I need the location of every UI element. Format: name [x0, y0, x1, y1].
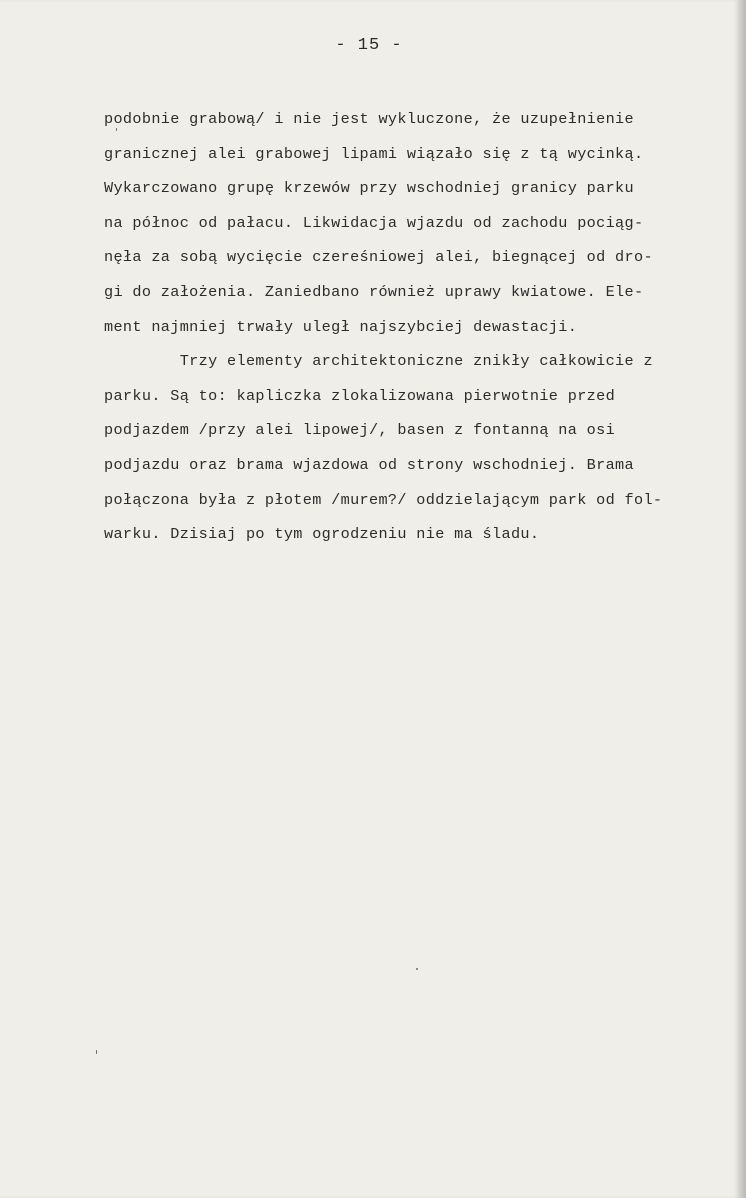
text-line: gi do założenia. Zaniedbano również uprawy kwiatowe. Ele- [104, 282, 644, 301]
text-line: nęła za sobą wycięcie czereśniowej alei, biegnącej od dro- [104, 248, 653, 267]
text-line: połączona była z płotem /murem?/ oddzielającym park od fol- [104, 490, 663, 509]
paper-speck [116, 128, 117, 131]
text-line: parku. Są to: kapliczka zlokalizowana pierwotnie przed [104, 386, 616, 405]
page-edge [738, 0, 746, 1198]
text-line: na północ od pałacu. Likwidacja wjazdu od zachodu pociąg- [104, 213, 644, 232]
text-line: ment najmniej trwały uległ najszybciej dewastacji. [104, 317, 578, 336]
text-line: podobnie grabową/ i nie jest wykluczone, że uzupełnienie [104, 110, 634, 128]
text-line: Wykarczowano grupę krzewów przy wschodniej granicy parku [104, 179, 634, 198]
paper-speck [416, 968, 418, 970]
text-line: podjazdu oraz brama wjazdowa od strony wschodniej. Brama [104, 455, 634, 474]
page-number: - 15 - [335, 36, 403, 55]
paper-speck [96, 1050, 97, 1054]
body-text [104, 104, 724, 554]
text-line: podjazdem /przy alei lipowej/, basen z fontanną na osi [104, 421, 616, 440]
text-line: warku. Dzisiaj po tym ogrodzeniu nie ma śladu. [104, 525, 540, 544]
text-line: granicznej alei grabowej lipami wiązało się z tą wycinką. [104, 144, 644, 163]
text-line: Trzy elementy architektoniczne znikły całkowicie z [104, 352, 653, 371]
